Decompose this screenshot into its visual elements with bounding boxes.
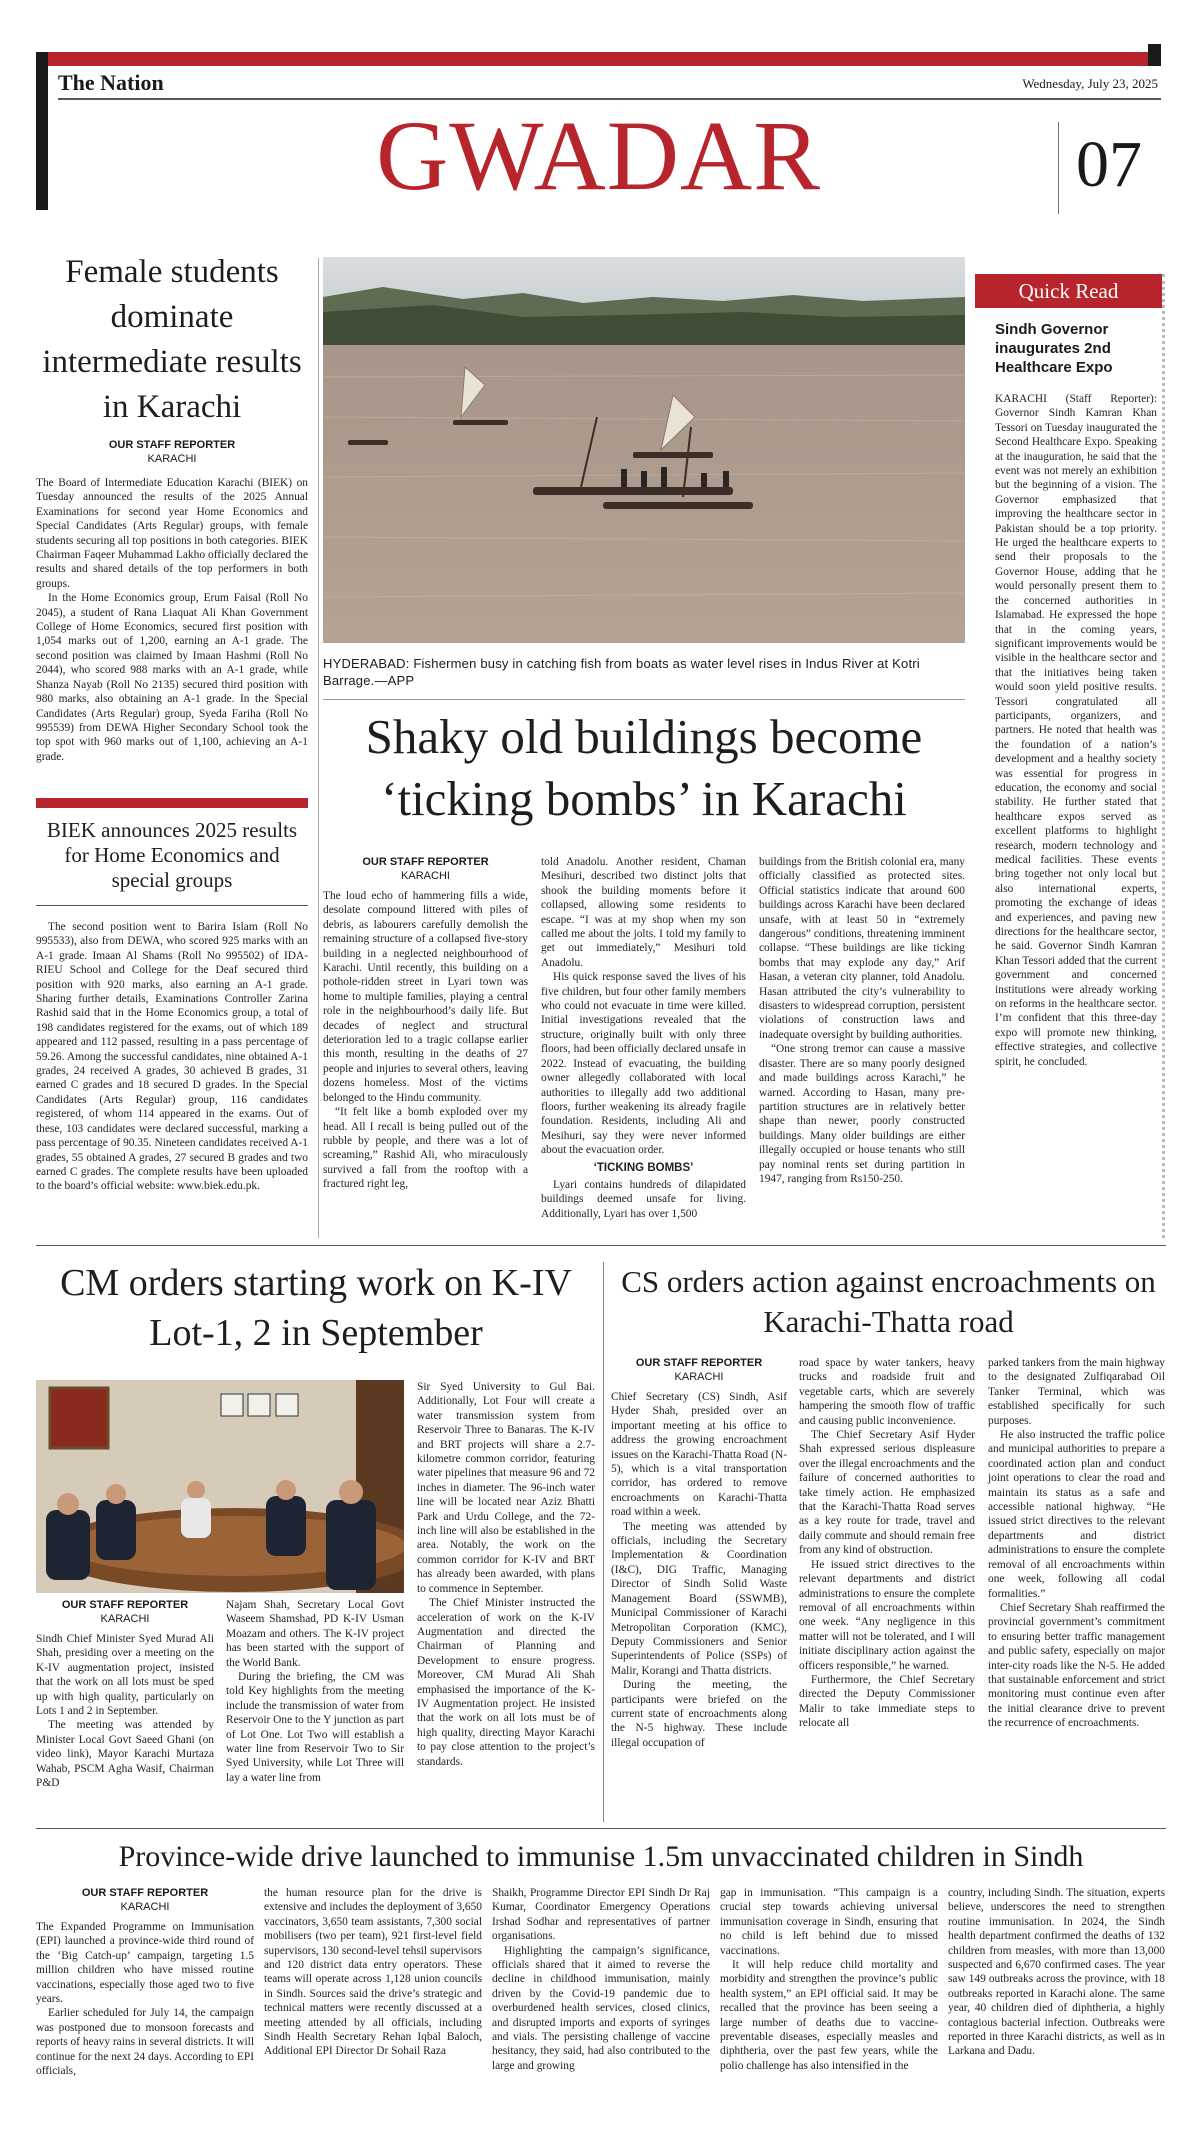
paragraph: road space by water tankers, heavy trucks and roadside fruit and vegetable carts, which are severely hampering the smooth flow of traffic and causing public inconvenience. — [799, 1357, 975, 1427]
quick-read-headline[interactable]: Sindh Governor inaugurates 2nd Healthcare Expo — [995, 321, 1113, 376]
photo-caption: HYDERABAD: Fishermen busy in catching fish from boats as water level rises in Indus River at Kotri Barrage.—APP — [323, 656, 920, 688]
cs-headline[interactable]: CS orders action against encroachments on Karachi-Thatta road — [621, 1264, 1156, 1339]
column-divider — [318, 258, 319, 1238]
article-body — [36, 920, 308, 1194]
byline — [36, 1598, 214, 1626]
dateline: KARACHI — [674, 1371, 724, 1383]
cm-col-3 — [417, 1380, 595, 1769]
article-body — [36, 476, 308, 764]
section-title: GWADAR — [376, 100, 821, 211]
paragraph: In the Home Economics group, Erum Faisal (Roll No 2045), a student of Rana Liaquat Ali Khan Government College of Home Economics, secured first position with 1,054 marks out of 1,200, earning an A-1 grade. The second position was claimed by Imaan Hashmi (Roll No 2044), who scored 988 marks with an A-1 grade, while Shanza Nayab (Roll No 2135) secured third position with 980 marks, also obtaining an A-1 grade. In the Special Candidates (Arts Regular) group, Syeda Fariha (Roll No 995539) from DEWA Higher Secondary School took the top spot with 960 marks out of 1,100, achieving an A-1 grade. — [36, 592, 308, 763]
article-body — [36, 1632, 214, 1790]
article-body — [36, 1920, 254, 2078]
cm-meeting-photo — [36, 1380, 404, 1593]
paragraph: buildings from the British colonial era, many officially classified as protected sites. Official statistics indicate that around 600 buildings across Karachi have been declared unsafe, with at least 50 in “extremely dangerous” conditions, threatening imminent collapse. “These buildings are like ticking bombs that may explode any day,” Arif Hasan, a veteran city planner, told Anadolu. Hasan attributed the city’s vulnerability to disasters to widespread corruption, persistent violations of construction laws and inadequate oversight by building authorities. — [759, 856, 965, 1041]
red-rule — [36, 798, 308, 808]
headline[interactable]: Female students dominate intermediate results in Karachi — [42, 254, 302, 425]
epi-col-3 — [492, 1886, 710, 2073]
paragraph: told Anadolu. Another resident, Chaman Mesihuri, described two distinct jolts that shook the building moments before it collapsed, allowing some residents to escape. “I was at my shop when my son called me about the jolts. I told my family to get out immediately,” Mesihuri told Anadolu. — [541, 856, 746, 969]
byline-name: OUR STAFF REPORTER — [635, 1357, 763, 1369]
river-boats-image — [323, 257, 965, 643]
byline-name: OUR STAFF REPORTER — [81, 1887, 209, 1899]
paragraph: the human resource plan for the drive is extensive and includes the deployment of 3,650 vaccinators, 3,650 team assistants, 7,300 social mobilisers (two per team), 921 first-level field supervisors, 130 second-level tehsil supervisors and 120 district data entry operators. These teams will operate across 1,128 union councils in Sindh. Sources said the drive’s strategic and technical matters were recently discussed at a meeting attended by all officials, including Sindh Health Secretary Rehan Iqbal Baloch, Additional EPI Director Dr Sohail Raza — [264, 1887, 482, 2058]
news-photo — [323, 257, 965, 643]
headline[interactable]: BIEK announces 2025 results for Home Economics and special groups — [46, 818, 298, 892]
issue-date: Wednesday, July 23, 2025 — [1022, 76, 1158, 91]
dateline: KARACHI — [401, 870, 450, 882]
section-divider — [36, 1828, 1166, 1829]
paragraph: The Board of Intermediate Education Karachi (BIEK) on Tuesday announced the results of the 2025 Annual Examinations for second year Home Economics and Special Candidates (Arts Regular) groups, with female students securing all top positions in both categories. BIEK Chairman Faqeer Muhammad Lakho officially declared the results and shared details of the top performers in both groups. — [36, 477, 308, 590]
quick-read-body — [995, 392, 1157, 1069]
top-red-bar — [36, 52, 1161, 66]
byline-name: OUR STAFF REPORTER — [61, 1599, 189, 1611]
paragraph: The meeting was attended by officials, including the Secretary Implementation & Coordination (I&C), DIG Traffic, Managing Director of Sindh Solid Waste Management Board (SSWMB), Municipal Commissioner of Karachi Metropolitan Corporation (KMC), Deputy Commissioners and Senior Superintendents of Police (SSPs) of Malir, Korangi and Thatta districts. — [611, 1520, 787, 1677]
paragraph: He issued strict directives to the relevant departments and district administrations to ensure the complete removal of all encroachments within one week. “Any negligence in this matter will not be tolerated, and I will initiate disciplinary action against the officers responsible,” he warned. — [799, 1558, 975, 1672]
paragraph: During the meeting, the participants were briefed on the current state of encroachments along the N-5 highway. These include illegal occupation of — [611, 1679, 787, 1749]
byline — [323, 855, 528, 883]
byline — [36, 438, 308, 466]
paragraph: During the briefing, the CM was told Key highlights from the meeting include the transmission of water from Reservoir One to the Y junction as part of Lot One. Lot Two will establish a water line from Reservoir Two to Sir Syed University, while Lot Three will lay a water line from — [226, 1671, 404, 1784]
paragraph: “One strong tremor can cause a massive disaster. There are so many poorly designed and made buildings across Karachi,” he warned. According to Hasan, many pre-partition structures are in relatively better shape than newer, poorly constructed buildings. Many older buildings are either illegally occupied or house tenants who still pay nominal rents set during partition in 1947, ranging from Rs150-250. — [759, 1043, 965, 1185]
dateline: KARACHI — [120, 1901, 170, 1913]
page-number: 07 — [1076, 128, 1142, 201]
paragraph: The second position went to Barira Islam (Roll No 995533), also from DEWA, who scored 925 marks with an A-1 grade. Imaan Al Shams (Roll No 995502) of IDA-RIEU School and College for the Deaf secured third position with 920 marks, also earning an A-1 grade. Sharing further details, Examinations Controller Zarina Rashid said that in the Home Economics group, a total of 198 candidates registered for the exams, out of which 189 appeared and 112 passed, resulting in a pass percentage of 59.26. Among the successful candidates, nine obtained A-1 grades, 24 received A grades, 30 achieved B grades, 31 earned C grades and 18 secured D grades. In the Special Candidates (Arts Regular) group, 116 candidates registered, of whom 114 appeared in the exams. Out of these, 103 candidates were declared successful, marking a pass percentage of 90.35. Nineteen candidates received A-1 grades, 55 obtained A grades, 27 secured B grades and two earned C grades. The complete results have been uploaded to the board’s official website: www.biek.edu.pk. — [36, 921, 308, 1193]
epi-col-5 — [948, 1886, 1165, 2059]
article-biek — [36, 798, 308, 1194]
dateline: KARACHI — [147, 453, 197, 465]
byline — [36, 1886, 254, 1914]
paragraph: The Expanded Programme on Immunisation (EPI) launched a province-wide third round of the ‘Big Catch-up’ campaign, targeting 1.5 million children who have missed routine vaccinations, especially those aged two to five years. — [36, 1921, 254, 2006]
paragraph: “It felt like a bomb exploded over my head. All I recall is being pulled out of the rubble by people, and there was a lot of screaming,” Rashid Ali, who miraculously survived a fall from the rooftop with a fractured right leg, — [323, 1106, 528, 1191]
cs-col-1 — [611, 1356, 787, 1750]
article-body — [611, 1390, 787, 1750]
meeting-image — [36, 1380, 404, 1593]
quick-read-box — [975, 274, 1165, 1238]
caption-rule — [323, 699, 965, 700]
shaky-headline[interactable]: Shaky old buildings become ‘ticking bombs’ in Karachi — [365, 709, 923, 826]
paragraph: Chief Secretary Shah reaffirmed the provincial government’s commitment to ensuring better traffic management and public safety, especially on major inter-city roads like the N-5. He added that sustainable enforcement and strict monitoring must continue even after the initial clearance drive to prevent the recurrence of encroachments. — [988, 1601, 1165, 1730]
article-body — [323, 889, 528, 1192]
epi-col-2 — [264, 1886, 482, 2059]
paragraph: parked tankers from the main highway to the designated Zulfiqarabad Oil Tanker Terminal, which was established specifically for such purposes. — [988, 1357, 1165, 1427]
article-female-students — [36, 250, 308, 764]
cs-col-3 — [988, 1356, 1165, 1731]
shaky-col-2 — [541, 855, 746, 1221]
page-number-divider — [1058, 122, 1059, 214]
column-divider — [603, 1262, 604, 1822]
paragraph: The meeting was attended by Minister Local Govt Saeed Ghani (on video link), Mayor Karachi Murtaza Wahab, PSCM Agha Wasif, Chairman P&D — [36, 1719, 214, 1790]
paragraph: Chief Secretary (CS) Sindh, Asif Hyder Shah, presided over an important meeting at his office to address the growing encroachment issues on the Karachi-Thatta Road (N-5), which is a vital transportation corridor, has ordered to remove encroachments on Karachi-Thatta road within a week. — [611, 1391, 787, 1519]
paragraph: Sindh Chief Minister Syed Murad Ali Shah, presiding over a meeting on the K-IV augmentation project, insisted that the work on all lots must be sped up with high quality, particularly on Lots 1 and 2 in September. — [36, 1633, 214, 1718]
section-divider — [36, 1245, 1166, 1246]
cm-col-1 — [36, 1598, 214, 1790]
paragraph: He also instructed the traffic police and municipal authorities to prepare a coordinated action plan and conduct joint operations to clear the road and maintain its status as a safe and accessible national highway. “He issued strict directives to the relevant departments and district administrations to ensure the complete removal of all encroachments within one week, following all codal formalities.” — [988, 1429, 1165, 1600]
epi-headline[interactable]: Province-wide drive launched to immunise 1.5m unvaccinated children in Sindh — [118, 1840, 1084, 1873]
paragraph: The loud echo of hammering fills a wide, desolate compound littered with piles of debris, as labourers carefully demolish the remaining structure of a collapsed five-story building in a neglected neighbourhood of Karachi. Until recently, this building on a pothole-ridden street in Lyari town was home to multiple families, playing a central role in the neighbourhood’s daily life. But decades of neglect and structural deterioration led to a tragic collapse earlier this month, resulting in the deaths of 27 people and injuries to several others, leaving dozens homeless. Most of the victims belonged to the Hindu community. — [323, 890, 528, 1104]
paragraph: The Chief Minister instructed the acceleration of work on the K-IV Augmentation and directed the Chairman of Planning and Development to ensure progress. Moreover, CM Murad Ali Shah emphasised the importance of the K-IV Augmentation project. He insisted that the work on all lots must be of high quality, directing Mayor Karachi to pay close attention to the project’s standards. — [417, 1597, 595, 1768]
dateline: KARACHI — [100, 1613, 150, 1625]
cm-headline[interactable]: CM orders starting work on K-IV Lot-1, 2 in September — [60, 1262, 572, 1354]
paragraph: Sir Syed University to Gul Bai. Additionally, Lot Four will create a water transmission system from Reservoir Three to Banaras. The K-IV and BRT projects will share a 2.7-kilometre common corridor, featuring water pipelines that measure 96 and 72 inches in diameter. The 96-inch water line will be located near Aziz Bhatti Park and Urdu College, and the 72-inch line will also be established in the area. Notably, the work on the common corridor for K-IV and BRT has already been awarded, with plans to commence in September. — [417, 1381, 595, 1595]
epi-col-4 — [720, 1886, 938, 2073]
byline-name: OUR STAFF REPORTER — [108, 439, 236, 451]
paragraph: gap in immunisation. “This campaign is a crucial step towards achieving universal immunisation coverage in Sindh, ensuring that no child is left behind due to missed vaccinations. — [720, 1887, 938, 1957]
headline-rule — [36, 905, 308, 906]
paragraph: Lyari contains hundreds of dilapidated buildings deemed unsafe for living. Additionally, Lyari has over 1,500 — [541, 1178, 746, 1220]
paper-name: The Nation — [58, 70, 164, 95]
paragraph: Najam Shah, Secretary Local Govt Waseem Shamshad, PD K-IV Usman Moazam and others. The K-IV project has been started with the support of the World Bank. — [226, 1599, 404, 1669]
subheading: ‘TICKING BOMBS’ — [593, 1161, 694, 1174]
masthead — [36, 44, 1166, 214]
shaky-col-1 — [323, 855, 528, 1192]
paragraph: It will help reduce child mortality and morbidity and strengthen the province’s public health system,” an EPI official said. It may be recalled that the province has been seeing a large number of deaths due to vaccine-preventable diseases, especially measles and diphtheria, over the past few years, while the polio challenge has also intensified in the — [720, 1959, 938, 2072]
paragraph: Shaikh, Programme Director EPI Sindh Dr Raj Kumar, Coordinator Emergency Operations Irshad Sodhar and representatives of partner organisations. — [492, 1887, 710, 1943]
cs-col-2 — [799, 1356, 975, 1731]
paragraph: His quick response saved the lives of his five children, but four other family members who could not evacuate in time were killed. Initial investigations revealed that the structure, originally built with only three floors, had been officially declared unsafe in 2022. Instead of evacuating, the building owner allegedly collaborated with local authorities to illegally add two additional floors, further weakening its already fragile foundation. Residents, including Ali and Mesihuri, say they were never informed about the evacuation order. — [541, 971, 746, 1157]
paragraph: Highlighting the campaign’s significance, officials shared that it aimed to reverse the decline in childhood immunisation, mainly driven by the Covid-19 pandemic due to overburdened health services, closed clinics, and disrupted imports and exports of syringes and vials. The persisting challenge of vaccine hesitancy, they said, had also contributed to the large and growing — [492, 1944, 710, 2072]
quick-read-label: Quick Read — [975, 274, 1162, 308]
shaky-col-3 — [759, 855, 965, 1186]
top-black-corner — [1148, 44, 1161, 66]
cm-col-2 — [226, 1598, 404, 1785]
paragraph: Earlier scheduled for July 14, the campaign was postponed due to monsoon forecasts and reports of heavy rains in several districts. It will continue for the next 24 days. According to EPI officials, — [36, 2007, 254, 2078]
epi-col-1 — [36, 1886, 254, 2078]
paragraph: Furthermore, the Chief Secretary directed the Deputy Commissioner Malir to take immediate steps to relocate all — [799, 1673, 975, 1730]
paragraph: KARACHI (Staff Reporter): Governor Sindh Kamran Khan Tessori on Tuesday inaugurated the Second Healthcare Expo. Speaking at the inauguration, he said that the event was not merely an exhibition but the beginning of a vision. The Governor emphasized that improving the healthcare sector in Pakistan should be a top priority. He urged the healthcare experts to send their proposals to the Governor House, adding that he would personally present them to the concerned authorities in Islamabad. He expressed the hope that in the coming years, significant improvements would be visible in the healthcare sector and that the initiatives being taken would soon yield positive results. Tessori congratulated all participants, organizers, and partners. He noted that health was the foundation of a nation’s development and a healthy society was essential for progress in education, the economy and social stability. He further stated that healthcare expos served as excellent platforms to highlight research, modern technology and medical facilities. These events bring together not only local but also international experts, promoting the exchange of ideas and experiences, and paving new directions for the healthcare sector, he said. Governor Sindh Kamran Khan Tessori added that the current government and concerned institutions were already working on reforms in the healthcare sector. I’m confident that this three-day expo will promote new thinking, effective strategies, and collective spirit, he concluded. — [995, 393, 1157, 1068]
paragraph: country, including Sindh. The situation, experts believe, underscores the need to strengthen routine immunisation. In 2024, the Sindh health department confirmed the deaths of 132 children from measles, with more than 13,000 suspected and 6,670 confirmed cases. The year saw 149 outbreaks across the province, with 18 outbreaks reported in Karachi alone. The same year, 40 children died of diphtheria, a highly contagious bacterial infection. Outbreaks were reported in three Karachi districts, as well as in Larkana and Dadu. — [948, 1887, 1165, 2058]
byline-name: OUR STAFF REPORTER — [362, 856, 489, 868]
byline — [611, 1356, 787, 1384]
paragraph: The Chief Secretary Asif Hyder Shah expressed serious displeasure over the illegal encroachments and the failure of concerned authorities to take timely action. He emphasized that the Karachi-Thatta Road serves as a key route for trade, travel and daily commute and should remain free from any kind of obstruction. — [799, 1429, 975, 1557]
